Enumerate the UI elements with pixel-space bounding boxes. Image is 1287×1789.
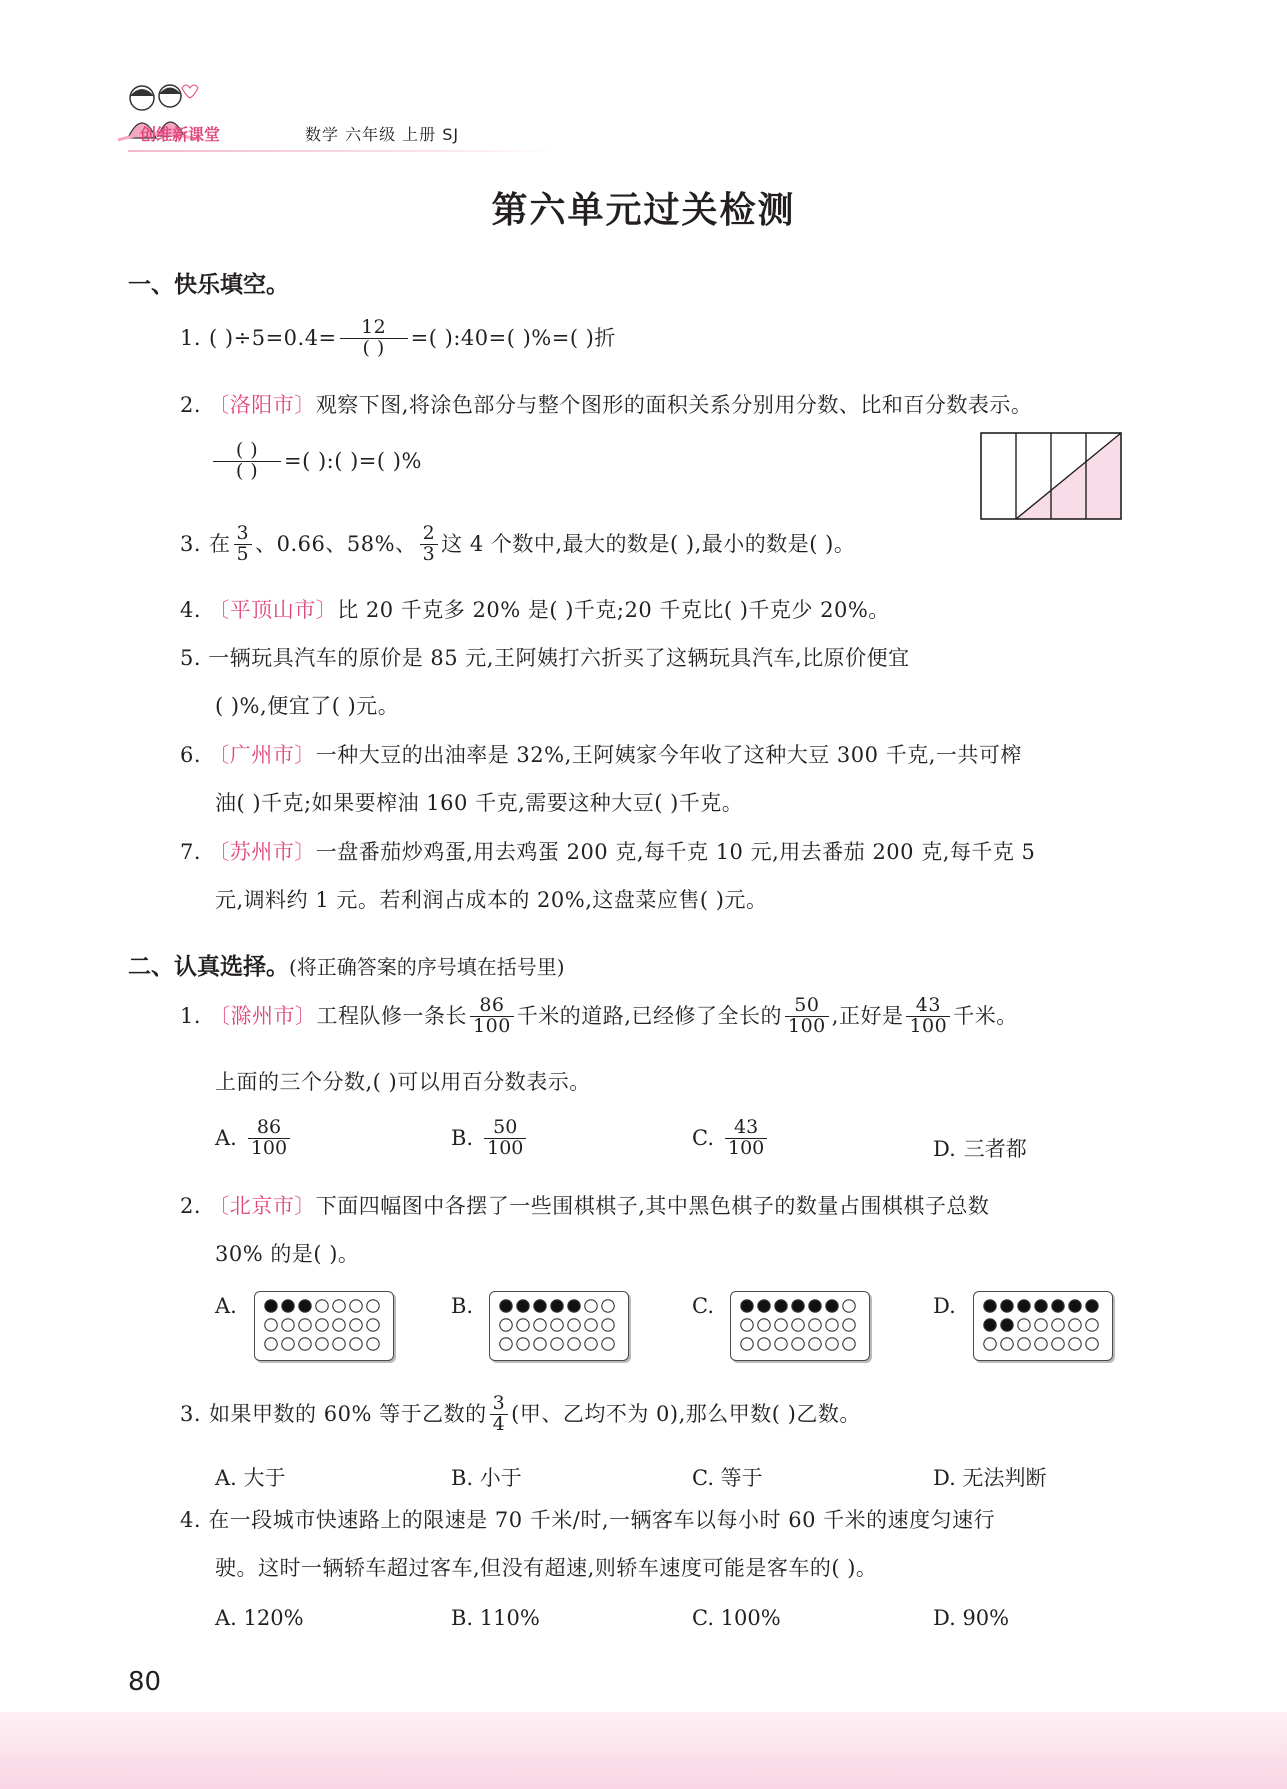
q3-part-a: 如果甲数的 60% 等于乙数的 [209, 1401, 487, 1426]
white-stone [1086, 1319, 1098, 1331]
answer-blanks: =( ):( )=( )% [284, 448, 422, 473]
footer-band [0, 1712, 1287, 1789]
go-board-b[interactable] [489, 1291, 629, 1361]
fraction-numerator: 3 [492, 1392, 506, 1414]
white-stone [1018, 1319, 1030, 1331]
shaded-rectangle-figure [980, 432, 1122, 520]
white-stone [316, 1338, 328, 1350]
black-stone [1052, 1300, 1064, 1312]
fraction-denominator: 100 [484, 1138, 526, 1159]
s2-q4-line-2: 驶。这时一辆轿车超过客车,但没有超速,则轿车速度可能是客车的( )。 [215, 1556, 878, 1580]
black-stone [299, 1300, 311, 1312]
q1-part-a: 工程队修一条长 [316, 1003, 468, 1028]
question-text: 一盘番茄炒鸡蛋,用去鸡蛋 200 克,每千克 10 元,用去番茄 200 克,每千克 5 [315, 840, 1036, 864]
fraction-denominator: 5 [234, 544, 253, 565]
fraction-denominator: 100 [725, 1138, 767, 1159]
white-stone [585, 1338, 597, 1350]
white-stone [517, 1319, 529, 1331]
white-stone [350, 1338, 362, 1350]
option-label: D. [933, 1137, 956, 1161]
white-stone [568, 1338, 580, 1350]
fraction [248, 1118, 290, 1159]
book-subject: 数学 六年级 上册 SJ [305, 125, 460, 144]
fraction-numerator: 86 [256, 1116, 282, 1138]
section-1-heading: 一、快乐填空。 [128, 272, 289, 298]
s2-question-1 [180, 996, 1018, 1037]
white-stone [602, 1300, 614, 1312]
question-number: 3. [180, 1401, 202, 1426]
option-d[interactable]: D. 无法判断 [933, 1466, 1047, 1490]
option-c[interactable]: C. 100% [692, 1606, 781, 1630]
option-a[interactable]: A. 120% [215, 1606, 304, 1630]
white-stone [333, 1300, 345, 1312]
white-stone [984, 1338, 996, 1350]
q1-part-c: ,正好是 [831, 1003, 904, 1028]
white-stone [265, 1319, 277, 1331]
white-stone [741, 1338, 753, 1350]
fraction-numerator: 12 [361, 316, 387, 338]
s1-q7-line-2: 元,调料约 1 元。若利润占成本的 20%,这盘菜应售( )元。 [215, 888, 768, 912]
option-d[interactable] [933, 1133, 1027, 1163]
q3-part-b: 、0.66、58%、 [255, 531, 417, 556]
option-b[interactable]: B. 小于 [451, 1466, 522, 1490]
black-stone [984, 1300, 996, 1312]
white-stone [775, 1338, 787, 1350]
section-2-title: 二、认真选择。 [128, 954, 289, 980]
s1-question-5 [180, 648, 910, 669]
s1-question-2 [180, 395, 1032, 416]
white-stone [333, 1338, 345, 1350]
fraction-numerator: ( ) [235, 439, 259, 461]
black-stone [282, 1300, 294, 1312]
fraction [484, 1118, 526, 1159]
page-title: 第六单元过关检测 [491, 190, 796, 231]
white-stone [534, 1319, 546, 1331]
fraction [340, 318, 408, 359]
option-c[interactable] [692, 1118, 770, 1159]
white-stone [1069, 1338, 1081, 1350]
white-stone [843, 1300, 855, 1312]
black-stone [1035, 1300, 1047, 1312]
section-2-note: (将正确答案的序号填在括号里) [289, 955, 565, 979]
question-text: 在一段城市快速路上的限速是 70 千米/时,一辆客车以每小时 60 千米的速度匀速行 [208, 1508, 996, 1532]
option-b[interactable] [451, 1118, 529, 1159]
s1-question-7 [180, 842, 1035, 863]
black-stone [551, 1300, 563, 1312]
white-stone [792, 1338, 804, 1350]
fraction [490, 1394, 509, 1435]
white-stone [1086, 1338, 1098, 1350]
black-stone [1001, 1319, 1013, 1331]
white-stone [517, 1338, 529, 1350]
white-stone [551, 1319, 563, 1331]
black-stone [984, 1319, 996, 1331]
white-stone [809, 1319, 821, 1331]
fraction-numerator: 43 [734, 1116, 759, 1138]
s2-question-4 [180, 1510, 995, 1531]
white-stone [316, 1300, 328, 1312]
region-tag: 〔洛阳市〕 [208, 393, 316, 417]
white-stone [367, 1338, 379, 1350]
question-number: 5. [180, 646, 202, 670]
white-stone [316, 1319, 328, 1331]
black-stone [741, 1300, 753, 1312]
go-board-a[interactable] [254, 1291, 394, 1361]
white-stone [500, 1319, 512, 1331]
s2-q2-line-2: 30% 的是( )。 [215, 1242, 360, 1266]
option-text: 三者都 [963, 1137, 1027, 1161]
option-d[interactable]: D. 90% [933, 1606, 1010, 1630]
white-stone [282, 1319, 294, 1331]
region-tag: 〔苏州市〕 [208, 840, 316, 864]
s1-question-1 [180, 318, 616, 359]
question-number: 2. [180, 1194, 202, 1218]
white-stone [602, 1319, 614, 1331]
q1-part-1: ( )÷5=0.4= [209, 325, 337, 350]
white-stone [843, 1338, 855, 1350]
fraction-denominator: 100 [785, 1016, 829, 1037]
white-stone [1035, 1338, 1047, 1350]
section-2-heading [128, 948, 565, 981]
s1-q6-line-2: 油( )千克;如果要榨油 160 千克,需要这种大豆( )千克。 [215, 791, 744, 815]
fraction-numerator: 3 [236, 522, 250, 544]
s1-question-3 [180, 524, 855, 565]
white-stone [534, 1338, 546, 1350]
region-tag: 〔北京市〕 [208, 1194, 316, 1218]
fraction-denominator: 4 [490, 1414, 509, 1435]
black-stone [500, 1300, 512, 1312]
question-number: 3. [180, 531, 202, 556]
region-tag: 〔广州市〕 [208, 743, 316, 767]
question-number: 1. [180, 325, 202, 350]
s1-question-6 [180, 745, 1022, 766]
question-text: 比 20 千克多 20% 是( )千克;20 千克比( )千克少 20%。 [337, 598, 890, 622]
q1-part-2: =( ):40=( )%=( )折 [410, 325, 616, 350]
white-stone [333, 1319, 345, 1331]
q3-part-b: (甲、乙均不为 0),那么甲数( )乙数。 [511, 1401, 861, 1426]
white-stone [1052, 1319, 1064, 1331]
white-stone [1018, 1338, 1030, 1350]
s1-q2-answer-line [210, 441, 422, 482]
fraction [906, 996, 950, 1037]
q1-part-b: 千米的道路,已经修了全长的 [516, 1003, 782, 1028]
fraction-denominator: ( ) [340, 338, 408, 359]
black-stone [534, 1300, 546, 1312]
fraction-denominator: 100 [470, 1016, 514, 1037]
question-text: 一辆玩具汽车的原价是 85 元,王阿姨打六折买了这辆玩具汽车,比原价便宜 [208, 646, 910, 670]
white-stone [367, 1300, 379, 1312]
q3-part-a: 在 [209, 531, 231, 556]
option-a[interactable] [215, 1118, 293, 1159]
fraction [470, 996, 514, 1037]
option-b-label[interactable]: B. [451, 1294, 474, 1318]
black-stone [775, 1300, 787, 1312]
fraction [213, 441, 281, 482]
black-stone [826, 1300, 838, 1312]
fraction-numerator: 2 [422, 522, 436, 544]
s1-question-4 [180, 600, 890, 621]
brand-name: 创维新课堂 [140, 125, 221, 144]
s2-question-2 [180, 1196, 989, 1217]
white-stone [792, 1319, 804, 1331]
page-number: 80 [128, 1667, 162, 1697]
fraction-numerator: 86 [479, 994, 505, 1016]
white-stone [568, 1319, 580, 1331]
fraction-numerator: 50 [794, 994, 820, 1016]
black-stone [1069, 1300, 1081, 1312]
fraction-denominator: 3 [420, 544, 439, 565]
option-b[interactable]: B. 110% [451, 1606, 540, 1630]
white-stone [1001, 1338, 1013, 1350]
white-stone [1069, 1319, 1081, 1331]
black-stone [1086, 1300, 1098, 1312]
go-board-c[interactable] [730, 1291, 870, 1361]
question-text: 一种大豆的出油率是 32%,王阿姨家今年收了这种大豆 300 千克,一共可榨 [315, 743, 1022, 767]
region-tag: 〔滁州市〕 [209, 1003, 317, 1028]
black-stone [1001, 1300, 1013, 1312]
region-tag: 〔平顶山市〕 [208, 598, 338, 622]
question-number: 4. [180, 598, 202, 622]
white-stone [809, 1338, 821, 1350]
q1-part-d: 千米。 [953, 1003, 1018, 1028]
white-stone [367, 1319, 379, 1331]
option-c[interactable]: C. 等于 [692, 1466, 763, 1490]
question-number: 4. [180, 1508, 202, 1532]
white-stone [826, 1319, 838, 1331]
black-stone [1018, 1300, 1030, 1312]
white-stone [741, 1319, 753, 1331]
white-stone [843, 1319, 855, 1331]
white-stone [282, 1338, 294, 1350]
s1-q5-line-2: ( )%,便宜了( )元。 [215, 694, 400, 718]
header-divider [128, 150, 558, 152]
fraction-numerator: 43 [915, 994, 941, 1016]
black-stone [265, 1300, 277, 1312]
black-stone [792, 1300, 804, 1312]
black-stone [809, 1300, 821, 1312]
fraction [420, 524, 439, 565]
white-stone [1035, 1319, 1047, 1331]
option-label: B. [451, 1126, 474, 1151]
go-board-d[interactable] [973, 1291, 1113, 1361]
white-stone [1052, 1338, 1064, 1350]
fraction-numerator: 50 [493, 1116, 518, 1138]
s2-question-3 [180, 1394, 861, 1435]
question-number: 6. [180, 743, 202, 767]
white-stone [602, 1338, 614, 1350]
fraction [725, 1118, 767, 1159]
white-stone [585, 1319, 597, 1331]
fraction-denominator: ( ) [213, 461, 281, 482]
black-stone [517, 1300, 529, 1312]
q3-part-c: 这 4 个数中,最大的数是( ),最小的数是( )。 [441, 531, 856, 556]
white-stone [350, 1300, 362, 1312]
fraction [785, 996, 829, 1037]
s2-q1-line-2: 上面的三个分数,( )可以用百分数表示。 [215, 1070, 591, 1094]
fraction [234, 524, 253, 565]
white-stone [585, 1300, 597, 1312]
question-text: 下面四幅图中各摆了一些围棋棋子,其中黑色棋子的数量占围棋棋子总数 [315, 1194, 990, 1218]
question-number: 7. [180, 840, 202, 864]
option-label: A. [215, 1126, 237, 1151]
white-stone [500, 1338, 512, 1350]
black-stone [758, 1300, 770, 1312]
white-stone [826, 1338, 838, 1350]
black-stone [568, 1300, 580, 1312]
white-stone [299, 1338, 311, 1350]
option-a-label[interactable]: A. [215, 1294, 237, 1318]
option-label: C. [692, 1126, 714, 1151]
question-number: 2. [180, 393, 202, 417]
white-stone [758, 1338, 770, 1350]
option-a[interactable]: A. 大于 [215, 1466, 286, 1490]
fraction-denominator: 100 [248, 1138, 290, 1159]
white-stone [350, 1319, 362, 1331]
fraction-denominator: 100 [906, 1016, 950, 1037]
question-text: 观察下图,将涂色部分与整个图形的面积关系分别用分数、比和百分数表示。 [315, 393, 1033, 417]
white-stone [551, 1338, 563, 1350]
white-stone [299, 1319, 311, 1331]
option-c-label[interactable]: C. [692, 1294, 714, 1318]
option-d-label[interactable]: D. [933, 1294, 956, 1318]
question-number: 1. [180, 1003, 202, 1028]
white-stone [265, 1338, 277, 1350]
white-stone [775, 1319, 787, 1331]
white-stone [758, 1319, 770, 1331]
